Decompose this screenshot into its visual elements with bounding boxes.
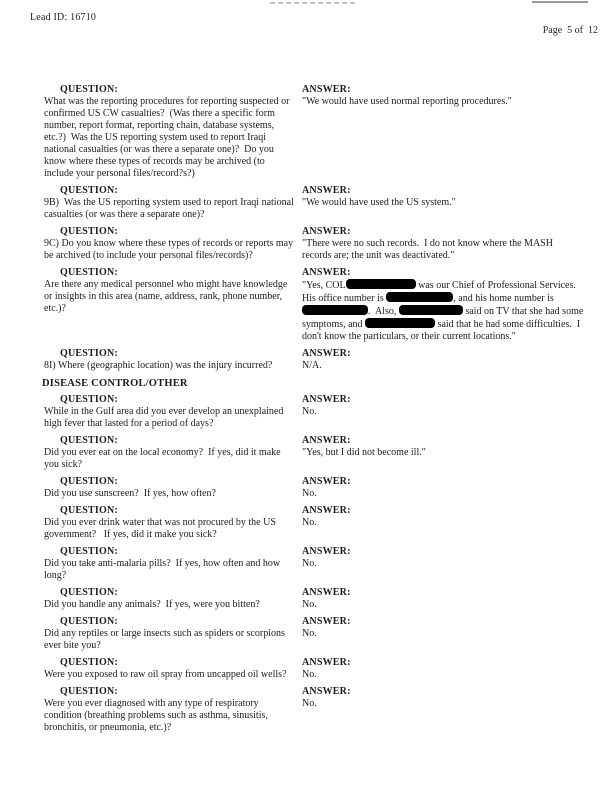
qa-row [0,616,612,652]
question-column [44,185,302,221]
question-label: QUESTION: [60,616,118,627]
question-column [44,686,302,734]
answer-segment: No. [302,488,317,499]
answer-segment: N/A. [302,360,322,371]
answer-label: ANSWER: [302,587,351,598]
answer-text [302,447,584,459]
question-label: QUESTION: [60,686,118,697]
answer-segment: was our Chief of Professional Services. His office number is [302,280,581,304]
question-column [44,476,302,500]
answer-label: ANSWER: [302,476,351,487]
redaction-bar [399,305,463,315]
answer-segment: No. [302,669,317,680]
answer-text [302,279,584,343]
question-column [44,226,302,262]
section-heading: DISEASE CONTROL/OTHER [42,378,188,389]
answer-text [302,406,584,418]
question-column [44,587,302,611]
question-text: 8I) Where (geographic location) was the injury incurred? [44,360,273,371]
question-text: Did you take anti-malaria pills? If yes, how often and how long? [44,558,283,581]
answer-column [302,616,586,640]
answer-text [302,669,584,681]
page-number-label: Page 5 of 12 [542,25,598,36]
question-text: Did you ever eat on the local economy? If yes, did it make you sick? [44,447,284,470]
question-column [44,267,302,315]
answer-segment: , and his home number is [453,293,557,304]
question-column [44,546,302,582]
answer-segment: "Yes, COL [302,280,346,291]
qa-row [0,84,612,180]
qa-rows [0,84,612,739]
qa-row [0,394,612,430]
answer-column [302,348,586,372]
question-label: QUESTION: [60,546,118,557]
answer-column [302,267,586,343]
answer-segment: No. [302,406,317,417]
question-label: QUESTION: [60,394,118,405]
qa-row [0,505,612,541]
question-text: Did you use sunscreen? If yes, how often? [44,488,216,499]
answer-segment: No. [302,558,317,569]
answer-label: ANSWER: [302,686,351,697]
answer-label: ANSWER: [302,657,351,668]
redaction-bar [365,318,435,328]
question-column [44,84,302,180]
answer-segment: said that he had some difficulties. I don't know the particulars, or their current locations." [302,319,583,342]
question-text: Did you handle any animals? If yes, were you bitten? [44,599,260,610]
qa-row [0,185,612,221]
answer-text [302,628,584,640]
answer-label: ANSWER: [302,435,351,446]
answer-text [302,360,584,372]
qa-row [0,476,612,500]
answer-segment: "There were no such records. I do not know where the MASH records are; the unit was deactivated." [302,238,556,261]
question-column [44,616,302,652]
answer-segment: "Yes, but I did not become ill." [302,447,426,458]
answer-label: ANSWER: [302,267,351,278]
scan-artifact-dashes [270,2,358,4]
question-label: QUESTION: [60,587,118,598]
answer-text [302,517,584,529]
question-text: Are there any medical personnel who might have knowledge or insights in this area (name, address, rank, phone number, etc.)? [44,279,290,314]
lead-id-label: Lead ID: 16710 [30,12,97,23]
question-column [44,348,302,372]
qa-row [0,267,612,343]
question-label: QUESTION: [60,226,118,237]
answer-label: ANSWER: [302,394,351,405]
answer-column [302,435,586,459]
answer-segment: "We would have used normal reporting procedures." [302,96,512,107]
answer-column [302,657,586,681]
answer-text [302,488,584,500]
qa-row [0,546,612,582]
question-text: 9C) Do you know where these types of records or reports may be archived (to include your personal files/records)? [44,238,296,261]
answer-segment: No. [302,517,317,528]
question-text: Were you ever diagnosed with any type of respiratory condition (breathing problems such as asthma, sinusitis, bronchitis, or pneumonia, etc.)? [44,698,271,733]
answer-segment: No. [302,628,317,639]
answer-segment: "We would have used the US system." [302,197,456,208]
question-label: QUESTION: [60,84,118,95]
question-label: QUESTION: [60,185,118,196]
answer-column [302,546,586,570]
answer-segment: No. [302,698,317,709]
qa-row [0,657,612,681]
redaction-bar [302,305,368,315]
qa-row [0,686,612,734]
answer-label: ANSWER: [302,84,351,95]
answer-column [302,226,586,262]
redaction-bar [386,292,453,302]
qa-row [0,226,612,262]
answer-segment: . Also, [368,306,399,317]
answer-segment: said on TV that she had some symptoms, and [302,306,586,330]
question-column [44,505,302,541]
question-column [44,435,302,471]
question-text: Were you exposed to raw oil spray from uncapped oil wells? [44,669,287,680]
question-text: Did any reptiles or large insects such as spiders or scorpions ever bite you? [44,628,288,651]
answer-column [302,394,586,418]
scan-artifact-line [532,1,588,3]
answer-label: ANSWER: [302,505,351,516]
answer-text [302,698,584,710]
answer-label: ANSWER: [302,348,351,359]
answer-text [302,599,584,611]
qa-row [0,435,612,471]
answer-column [302,686,586,710]
question-label: QUESTION: [60,348,118,359]
question-label: QUESTION: [60,505,118,516]
question-text: Did you ever drink water that was not procured by the US government? If yes, did it make you sick? [44,517,279,540]
answer-column [302,587,586,611]
answer-segment: No. [302,599,317,610]
question-label: QUESTION: [60,267,118,278]
question-text: 9B) Was the US reporting system used to report Iraqi national casualties (or was there a separate one)? [44,197,297,220]
question-label: QUESTION: [60,657,118,668]
question-column [44,657,302,681]
answer-text [302,96,584,108]
answer-column [302,505,586,529]
answer-text [302,238,584,262]
answer-label: ANSWER: [302,185,351,196]
question-column [44,394,302,430]
question-label: QUESTION: [60,476,118,487]
question-text: While in the Gulf area did you ever develop an unexplained high fever that lasted for a period of days? [44,406,286,429]
qa-row [0,348,612,372]
answer-text [302,197,584,209]
answer-column [302,476,586,500]
question-text: What was the reporting procedures for reporting suspected or confirmed US CW casualties? (Was there a specific form number, report format, reporting chain, database systems, etc.?) Was the US reporting system used to report Iraqi national casualties (or was there a separate one)? Do you know where these types of records may be archived (to include your personal files/record?s?) [44,96,292,179]
redaction-bar [346,279,416,289]
answer-label: ANSWER: [302,226,351,237]
qa-row [0,587,612,611]
question-label: QUESTION: [60,435,118,446]
answer-label: ANSWER: [302,546,351,557]
answer-text [302,558,584,570]
answer-label: ANSWER: [302,616,351,627]
answer-column [302,185,586,209]
answer-column [302,84,586,108]
